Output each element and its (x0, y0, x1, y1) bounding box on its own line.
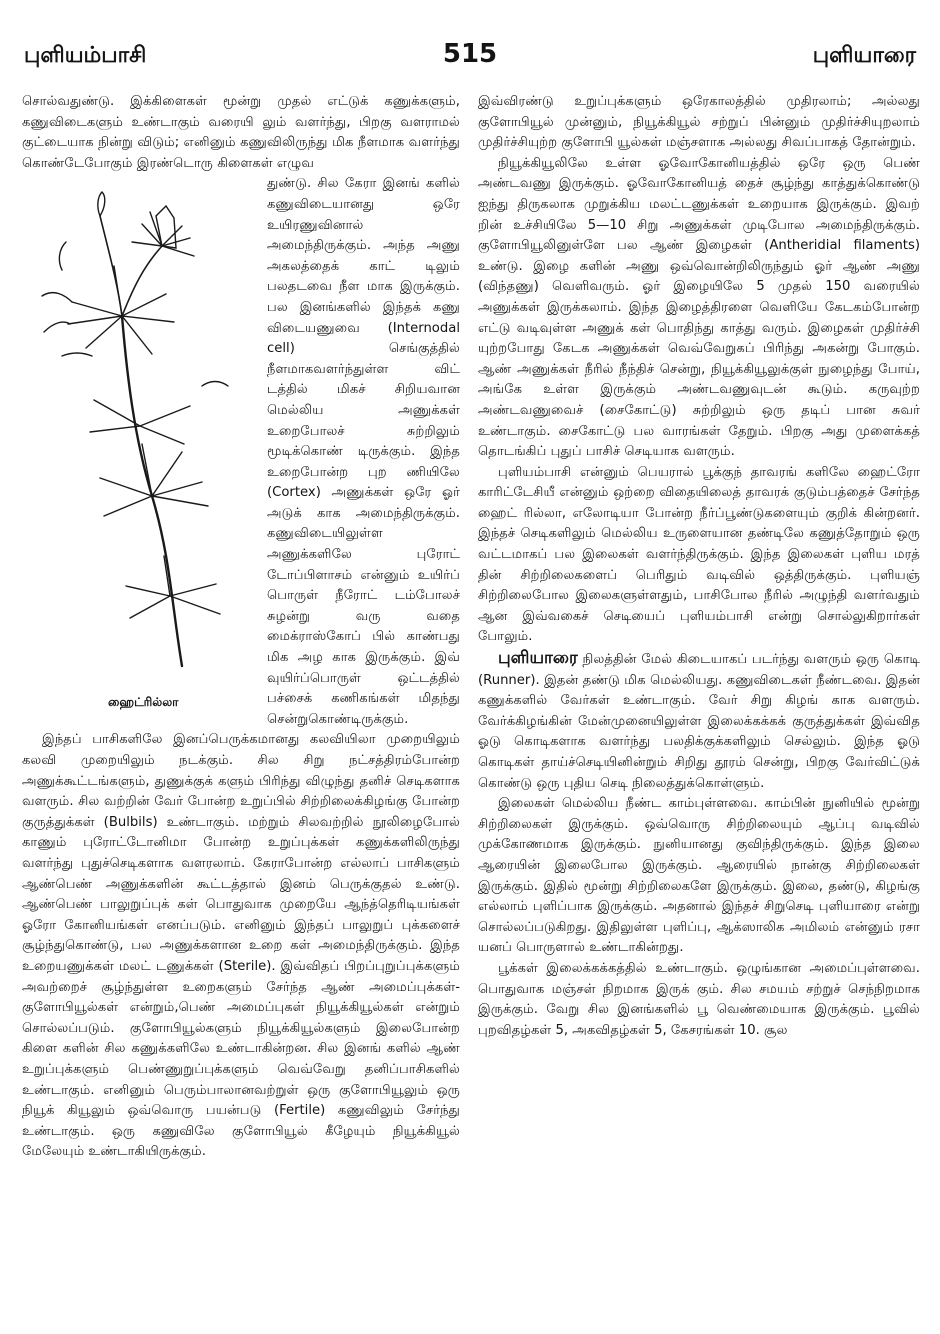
hydrilla-illustration (22, 176, 257, 716)
page-number: 515 (442, 39, 498, 69)
entry-headword: புளியாரை (498, 648, 578, 669)
paragraph (22, 92, 460, 174)
paragraph-text: துண்டு. சில கேரா இனங் களில் கணுவிடையானது ஒரே உயிரணுவினால் அமைந்திருக்கும். அந்த அணு அகலத்தைக் காட் டிலும் பலதடவை நீள மாக இருக்கும். பல இனங்களில் இந்தக் கணு விடையணுவை (Internodal cell) செங்குத்தில் நீளமாகவளர்ந்துள்ள விட் டத்தில் மிகச் சிறியவான மெல்லிய அணுக்கள் உறைபோலச் சுற்றிலும் மூடிக்கொண் டிருக்கும். இந்த உறைபோன்ற புற ணியிலே (Cortex) அணுக்கள் ஒரே ஓர் அடுக் காக அமைந்திருக்கும். கணுவிடையிலுள்ள அணுக்களிலே புரோட் டோப்பிளாசம் என்னும் உயிர்ப் பொருள் நீரோட் டம்போலச் சுழன்று வரு வதை மைக்ராஸ்கோப் பில் காண்பது மிக அழ காக இருக்கும். இவ் வுயிர்ப்பொருள் ஒட்டத்தில் பச்சைக் கணிகங்கள் மிதந்து சென்றுகொண்டிருக்கும். (267, 176, 460, 727)
figure-caption: ஹைட்ரில்லா (108, 694, 179, 709)
page-header (0, 0, 940, 90)
entry-text: நிலத்தின் மேல் கிடையாகப் படர்ந்து வளரும் ஒரு கொடி (Runner). இதன் தண்டு மிக மெல்லியது. கணுவிடைகள் நீண்டவை. இதன் கணுக்களில் வேர்கள் உண்டாகும். வேர் சிறு கிழங் காக வளரும். வேர்க்கிழங்கின் மேன்முனையிலுள்ள இலைக்கக்கக் குருத்துக்கள் இவ்வித ஓடு கொடிகளாக வளர்ந்து பலதிக்குக்களிலும் செல்லும். இந்த ஓடு கொடிகள் தாய்ச்செடியினின்றும் சிறிது தூரம் சென்று, பிறகு வேர்விட்டுக் கொண்டு ஒரு புதிய செடி நிலைத்துக்கொள்ளும். (478, 652, 920, 791)
running-head-right: புளியாரை (812, 43, 916, 68)
paragraph: பூக்கள் இலைக்கக்கத்தில் உண்டாகும். ஒழுங்கான அமைப்புள்ளவை. பொதுவாக மஞ்சள் நிறமாக இருக் கும். சில சமயம் சற்றுச் செந்நிறமாக இருக்கும். வேறு சில இனங்களில் பூ வெண்மையாக இருக்கும். பூவில் புறவிதழ்கள் 5, அகவிதழ்கள் 5, கேசரங்கள் 10. சூல (478, 960, 920, 1038)
paragraph: இந்தப் பாசிகளிலே இனப்பெருக்கமானது கலவியிலா முறையிலும் கலவி முறையிலும் நடக்கும். சில சிறு நட்சத்திரம்போன்ற அணுக்கூட்டங்களும், துணுக்குக் களும் பிரிந்து விழுந்து தனிச் செடிகளாக வளரும். சில வற்றின் வேர் போன்ற உறுப்பில் சிற்றிலைக்கிழங்கு போன்ற குருத்துக்கள் (Bulbils) உண்டாகும். மற்றும் சிலவற்றில் நூலிழைபோல் காணும் புரோட்டோனிமா போன்ற உறுப்புக்கள் கணுக்களிலிருந்து வளர்ந்து புதுச்செடிகளாக வளரலாம். கேராபோன்ற எல்லாப் பாசிகளும் ஆண்பெண் அணுக்களின் கூட்டத்தால் இனம் பெருக்குதல் உண்டு. ஆண்பெண் பாலுறுப்புக் கள் பொதுவாக முறையே ஆந்த்தெரிடியங்கள் ஓரோ கோனியங்கள் எனப்படும். எனினும் இந்தப் பாலுறுப் புக்களைச் சூழ்ந்துகொண்டு, பல அணுக்களான உறை கள் அமைந்திருக்கும். இந்த உறையணுக்கள் மலட் டணுக்கள் (Sterile). இவ்விதப் பிறப்புறுப்புக்களும் அவற்றைச் சூழ்ந்துள்ள உறைகளும் சேர்ந்த ஆண் அமைப்புக்கள்-குளோபியூல்கள் என்றும்,பெண் அமைப்புகள் நியூக்கியூல்கள் என்றும் சொல்லப்படும். குளோபியூல்களும் நியூக்கியூல்களும் இலைபோன்ற கிளை களின் சில கணுக்களிலே உண்டாகின்றன. சில இனங் களில் ஆண் உறுப்புக்களும் பெண்ணுறுப்புக்களும் வெவ்வேறு தனிப்பாசிகளில் உண்டாகும். எனினும் பெரும்பாலானவற்றுள் ஒரு குளோபியூலும் ஒரு நியூக் கியூலும் ஒவ்வொரு பயன்படு (Fertile) கணுவிலும் சேர்ந்து உண்டாகும். ஒரு கணுவிலே குளோபியூல் கீழேயும் நியூக்கியூல் மேலேயும் உண்டாகியிருக்கும். (22, 732, 460, 1160)
paragraph: புளியம்பாசி என்னும் பெயரால் பூக்குந் தாவரங் களிலே ஹைட்ரோ காரிட்டேசியீ என்னும் ஒற்றை விதையிலைத் தாவரக் குடும்பத்தைச் சேர்ந்த ஹைட் ரில்லா, எலோடியா போன்ற நீர்ப்பூண்டுகளையும் குறிக் கின்றனர். இந்தச் செடிகளிலும் மெல்லிய உருளையான தண்டிலே கணுத்தோறும் ஒரு வட்டமாகப் பல இலைகள் வளர்ந்திருக்கும். இந்த இலைகள் புளிய மரத் தின் சிற்றிலைகளைப் பெரிதும் வடிவில் ஒத்திருக்கும். புளியஞ் சிற்றிலைபோல இலைகளுள்ளதும், பாசிபோல நீரில் அழுந்தி வளர்வதும் ஆன இவ்வகைச் செடியைப் புளியம்பாசி என்று சொல்லுகிறார்கள் போலும். (478, 464, 920, 645)
hydrilla-drawing (22, 176, 257, 696)
paragraph-text: சொல்வதுண்டு. இக்கிளைகள் மூன்று முதல் எட்டுக் கணுக்களும், கணுவிடைகளும் உண்டாகும் வரையி லும் வளர்ந்து, பிறகு வளராமல் குட்டையாக நின்று விடும்; எனினும் கணுவிலிருந்து மிக நீளமாக வளர்ந்து கொண்டேபோகும் இரண்டொரு கிளைகள் எழுவ (22, 94, 460, 171)
right-column (478, 92, 920, 1041)
paragraph: இலைகள் மெல்லிய நீண்ட காம்புள்ளவை. காம்பின் நுனியில் மூன்று சிற்றிலைகள் இருக்கும். ஒவ்வொரு சிற்றிலையும் ஆப்பு வடிவில் முக்கோணமாக இருக்கும். நுனியானது குவிந்திருக்கும். இந்த இலை ஆரையின் இலைபோல இருக்கும். ஆரையில் நான்கு சிற்றிலைகள் இருக்கும். இதில் மூன்று சிற்றிலைகளே இருக்கும். இலை, தண்டு, கிழங்கு எல்லாம் புளிப்பாக இருக்கும். அதனால் இந்தச் சிறுசெடி புளியாரை என்று சொல்லப்படுகிறது. இதிலுள்ள புளிப்பு, ஆக்ஸாலிக அமிலம் என்னும் ரசா யனப் பொருளால் உண்டாகின்றது. (478, 796, 920, 956)
paragraph: நியூக்கியூலிலே உள்ள ஓவோகோனியத்தில் ஒரே ஒரு பெண் அண்டவணு இருக்கும். ஓவோகோனியத் தைச் சூழ்ந்து காத்துக்கொண்டு ஐந்து திருகலாக முறுக்கிய மலட்டணுக்கள் உறையாக இருக்கும். இவற் றின் உச்சியிலே 5—10 சிறு அணுக்கள் முடிபோல அமைந்திருக்கும். குளோபியூலினுள்ளே பல ஆண் இழைகள் (Antheridial filaments) உண்டு. இழை களின் அணு ஒவ்வொன்றிலிருந்தும் ஓர் ஆண் அணு (விந்தணு) வெளிவரும். ஓர் இழையிலே 5 முதல் 150 வரையில் அணுக்கள் இருக்கலாம். இந்த இழைத்திரளை வெளியே கேடகம்போன்ற எட்டு வடிவுள்ள அணுக் கள் பொதிந்து காத்து வரும். இழைகள் முதிர்ச்சி யுற்றபோது கேடக அணுக்கள் வெவ்வேறுகப் பிரிந்து அகன்று போகும். ஆண் அணுக்கள் நீரில் நீந்திச் சென்று, நியூக்கியூலுக்குள் நுழைந்து போய், அங்கே உள்ள இருக்கும் அண்டவணுவுடன் கூடும். கருவுற்ற அண்டவணுவைச் (சைகோட்டு) சுற்றிலும் ஒரு தடிப் பான சுவர் உண்டாகும். சைகோட்டு பல வாரங்கள் தேறும். பிறகு அது முளைக்கத் தொடங்கிப் புதுப் பாசிச் செடியாக வளரும். (478, 155, 920, 460)
paragraph: இவ்விரண்டு உறுப்புக்களும் ஒரேகாலத்தில் முதிரலாம்; அல்லது குளோபியூல் முன்னும், நியூக்கியூல் சற்றுப் பின்னும் முதிர்ச்சியுறலாம் முதிர்ச்சியுற்ற குளோபி யூல்கள் மஞ்சளாக அல்லது சிவப்பாகத் தோன்றும். (478, 94, 920, 151)
encyclopedia-entry (478, 648, 920, 794)
left-column (22, 92, 460, 1163)
running-head-left: புளியம்பாசி (24, 43, 147, 68)
